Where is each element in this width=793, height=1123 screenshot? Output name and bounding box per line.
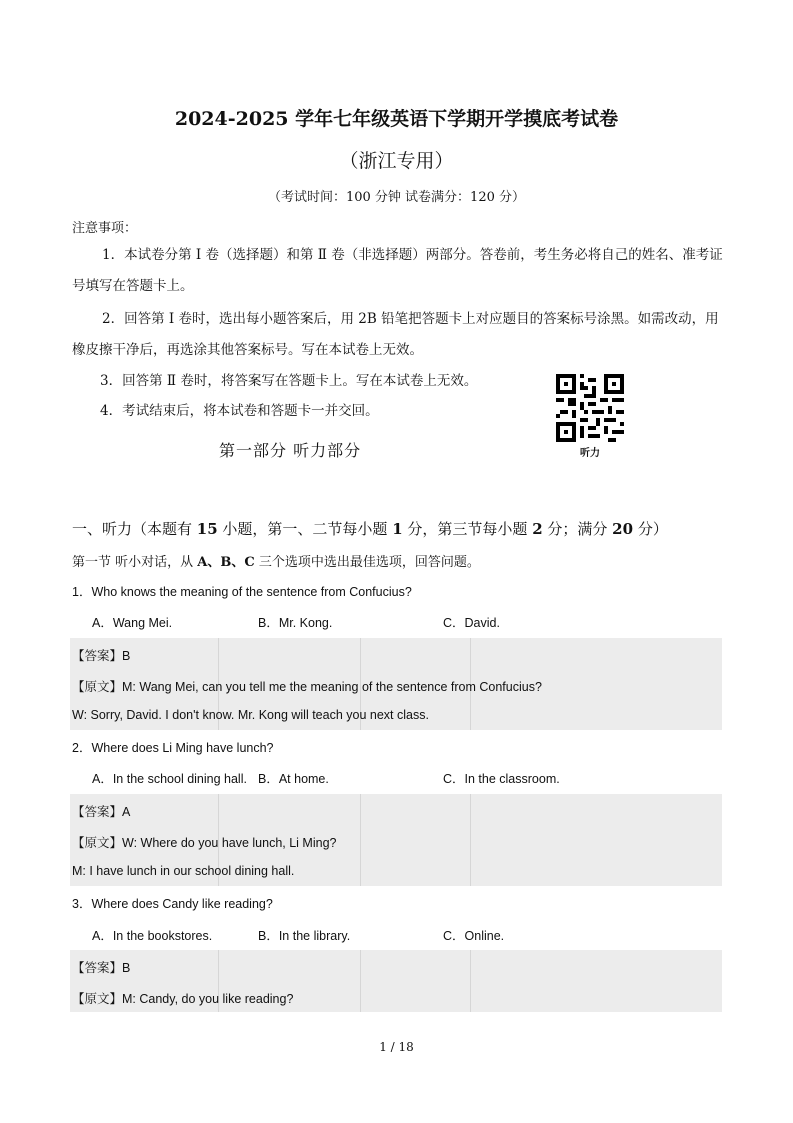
note-item-3: 3．回答第 Ⅱ 卷时，将答案写在答题卡上。写在本试卷上无效。 [100, 373, 478, 389]
answer-box-2 [70, 794, 722, 886]
page-title: 2024-2025 学年七年级英语下学期开学摸底考试卷 [174, 108, 619, 130]
note-item-2: 2．回答第 Ⅰ 卷时，选出每小题答案后，用 2B 铅笔把答题卡上对应题目的答案标号涂黑。如需改动，用橡皮擦干净后，再选涂其他答案标号。写在本试卷上无效。 [72, 311, 719, 358]
q3-option-b: B．In the library. [258, 929, 351, 943]
q2-answer: 【答案】A [72, 804, 131, 819]
q3-answer: 【答案】B [72, 960, 131, 975]
page-number: 1 / 18 [379, 1040, 414, 1054]
note-item-4: 4．考试结束后，将本试卷和答题卡一并交回。 [100, 403, 379, 419]
q3-script-line-1: 【原文】M: Candy, do you like reading? [72, 991, 294, 1006]
q1-answer: 【答案】B [72, 648, 131, 663]
q2-script-line-1: 【原文】W: Where do you have lunch, Li Ming? [72, 835, 337, 850]
q1-script-line-1: 【原文】M: Wang Mei, can you tell me the meaning of the sentence from Confucius? [72, 679, 542, 694]
q1-option-b: B．Mr. Kong. [258, 616, 333, 630]
qr-code-icon [556, 374, 624, 442]
q1-option-c: C．David. [443, 616, 500, 630]
q2-script-line-2: M: I have lunch in our school dining hall. [72, 864, 295, 878]
q2-option-a: A．In the school dining hall. [92, 772, 247, 786]
q1-script-line-2: W: Sorry, David. I don't know. Mr. Kong will teach you next class. [72, 708, 429, 722]
page-subtitle: （浙江专用） [339, 150, 454, 172]
notes-title: 注意事项： [72, 221, 138, 236]
note-item-1: 1．本试卷分第 Ⅰ 卷（选择题）和第 Ⅱ 卷（非选择题）两部分。答卷前，考生务必将自己的姓名、准考证号填写在答题卡上。 [72, 247, 723, 294]
section-subtitle: 第一节 听小对话，从 A、B、C 三个选项中选出最佳选项，回答问题。 [72, 555, 480, 570]
part-title: 第一部分 听力部分 [219, 441, 362, 460]
q3-option-a: A．In the bookstores. [92, 929, 213, 943]
question-stem-3: 3．Where does Candy like reading? [72, 897, 273, 911]
answer-box-1 [70, 638, 722, 730]
exam-meta: （考试时间：100 分钟 试卷满分：120 分） [267, 190, 526, 205]
qr-label: 听力 [580, 448, 600, 459]
section-title: 一、听力（本题有 15 小题，第一、二节每小题 1 分，第三节每小题 2 分；满分 20 分） [72, 520, 668, 538]
q3-option-c: C．Online. [443, 929, 505, 943]
question-stem-2: 2．Where does Li Ming have lunch? [72, 741, 274, 755]
question-stem-1: 1．Who knows the meaning of the sentence from Confucius? [72, 585, 412, 599]
answer-box-3 [70, 950, 722, 1012]
q2-option-b: B．At home. [258, 772, 329, 786]
q2-option-c: C．In the classroom. [443, 772, 560, 786]
q1-option-a: A．Wang Mei. [92, 616, 173, 630]
